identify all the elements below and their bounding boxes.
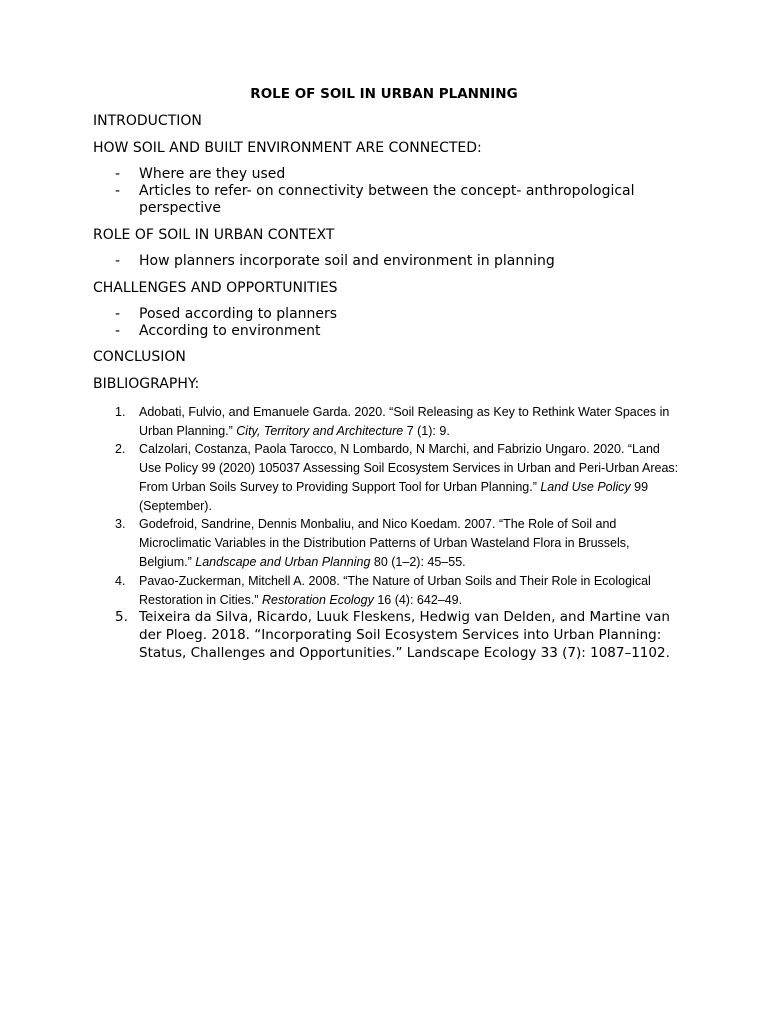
reference-text: Calzolari, Costanza, Paola Tarocco, N Lombardo, N Marchi, and Fabrizio Ungaro. 2020. “Land Use Policy 99 (2020) 105037 Assessing Soil Ecosystem Services in Urban and Peri-Urban Areas: From Urban Soils Survey to Providing Support Tool for Urban Planning.” Land Use Policy 99 (September).	[139, 442, 679, 513]
heading-urban-context: ROLE OF SOIL IN URBAN CONTEXT	[93, 227, 335, 243]
heading-connection: HOW SOIL AND BUILT ENVIRONMENT ARE CONNECTED:	[93, 140, 482, 156]
bullet-text: Posed according to planners	[139, 306, 338, 322]
bullet-marker: -	[115, 306, 121, 322]
reference-text: Pavao-Zuckerman, Mitchell A. 2008. “The Nature of Urban Soils and Their Role in Ecological Restoration in Cities.” Restoration Ecology 16 (4): 642–49.	[139, 574, 651, 607]
reference-text: Teixeira da Silva, Ricardo, Luuk Fleskens, Hedwig van Delden, and Martine van der Ploeg. 2018. “Incorporating Soil Ecosystem Services into Urban Planning: Status, Challenges and Opportunities.” Landscape Ecology 33 (7): 1087–1102.	[139, 609, 670, 661]
reference-number: 1.	[115, 405, 126, 419]
heading-bibliography: BIBLIOGRAPHY:	[93, 376, 200, 392]
heading-introduction: INTRODUCTION	[93, 113, 202, 129]
bullet-marker: -	[115, 323, 121, 339]
bullet-marker: -	[115, 166, 121, 182]
reference-text: Godefroid, Sandrine, Dennis Monbaliu, and Nico Koedam. 2007. “The Role of Soil and Microclimatic Variables in the Distribution Patterns of Urban Wasteland Flora in Brussels, Belgium.” Landscape and Urban Planning 80 (1–2): 45–55.	[139, 517, 630, 569]
bullet-text: Articles to refer- on connectivity between the concept- anthropological perspective	[139, 183, 635, 216]
reference-text: Adobati, Fulvio, and Emanuele Garda. 2020. “Soil Releasing as Key to Rethink Water Spaces in Urban Planning.” City, Territory and Architecture 7 (1): 9.	[139, 405, 670, 438]
bullet-marker: -	[115, 253, 121, 269]
reference-number: 5.	[115, 609, 128, 625]
reference-number: 4.	[115, 574, 126, 588]
reference-number: 3.	[115, 517, 126, 531]
document-title: ROLE OF SOIL IN URBAN PLANNING	[250, 86, 518, 102]
reference-number: 2.	[115, 442, 126, 456]
bullet-text: Where are they used	[139, 166, 286, 182]
bullet-text: According to environment	[139, 323, 321, 339]
bullet-text: How planners incorporate soil and environment in planning	[139, 253, 555, 269]
bullet-marker: -	[115, 183, 121, 199]
heading-conclusion: CONCLUSION	[93, 349, 186, 365]
heading-challenges: CHALLENGES AND OPPORTUNITIES	[93, 280, 338, 296]
